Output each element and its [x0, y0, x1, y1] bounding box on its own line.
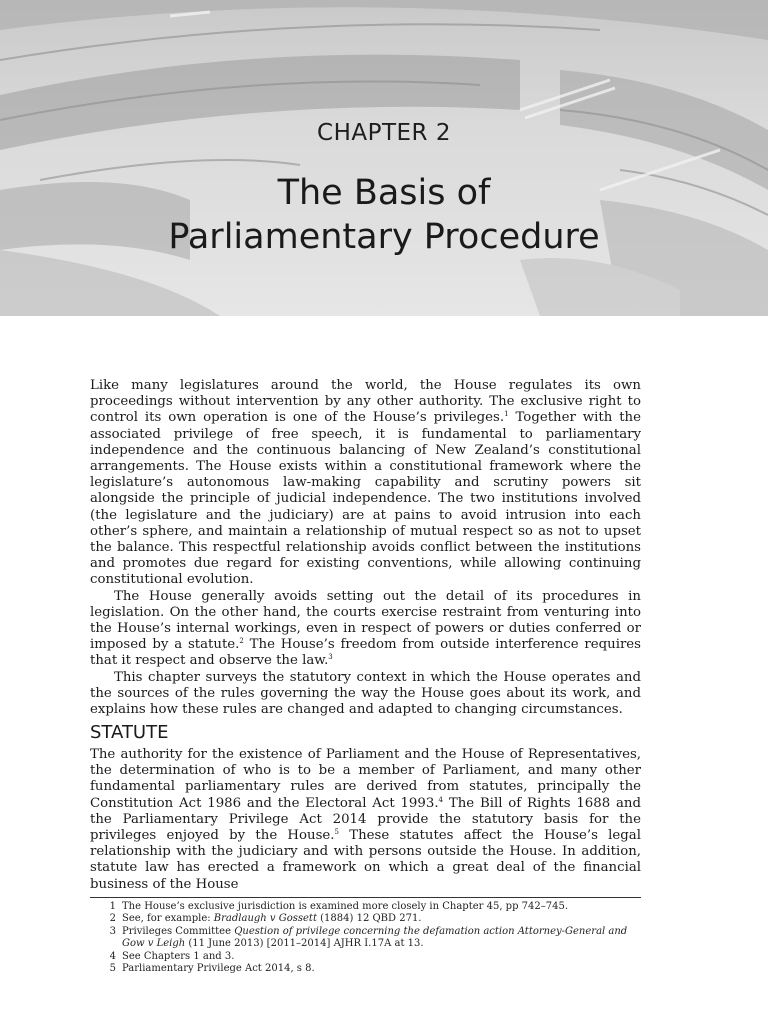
intro-paragraph-1: Like many legislatures around the world, the House regulates its own proceedings without intervention by any other authority. The exclusive right to control its own operation is one of the House’s privileges.$^1$ Together with the associated privilege of free speech, it is fundamental to parliamentary independence and the continuous balancing of New Zealand’s constitutional arrangements. The House exists within a constitutional framework where the legislature’s autonomous law-making capability and scrutiny powers sit alongside the principle of judicial independence. The two institutions involved (the legislature and the judiciary) are at pains to avoid intrusion into each other’s sphere, and maintain a relationship of mutual respect so as not to upset the balance. This respectful relationship avoids conflict between the institutions and promotes due regard for existing conventions, while allowing continuing constitutional evolution.	[90, 378, 641, 588]
footnote-ref-3[interactable]: 3	[328, 653, 333, 662]
footnote-number: 4	[109, 950, 116, 962]
chamber-photo-background	[0, 0, 768, 316]
footnote-number: 5	[109, 963, 116, 975]
intro-paragraph-2: The House generally avoids setting out the detail of its procedures in legislation. On the other hand, the courts exercise restraint from venturing into the House’s internal workings, even in respect of powers or duties conferred or imposed by a statute.$^2$ The House’s freedom from outside interference requires that it respect and observe the law.$^3$	[90, 588, 641, 669]
footnote-5	[90, 963, 641, 975]
footnote-text: Parliamentary Privilege Act 2014, s 8.	[122, 963, 315, 975]
intro-section	[90, 378, 641, 718]
intro-paragraph-3: This chapter surveys the statutory context in which the House operates and the sources of the rules governing the way the House goes about its work, and explains how these rules are changed and adapted to changing circumstances.	[90, 669, 641, 718]
footnote-number: 3	[109, 925, 116, 937]
chapter-title-line-1: The Basis of	[277, 173, 491, 213]
section-heading-statute: STATUTE	[90, 722, 169, 743]
footnote-4	[90, 951, 641, 963]
footnote-ref-5[interactable]: 5	[334, 828, 339, 837]
footnote-1	[90, 901, 641, 913]
chapter-number: CHAPTER 2	[317, 120, 451, 146]
footnote-text: The House’s exclusive jurisdiction is examined more closely in Chapter 45, pp 742–745.	[122, 901, 569, 912]
statute-section	[90, 747, 641, 893]
footnote-text: See Chapters 1 and 3.	[122, 950, 235, 962]
footnote-number: 2	[109, 913, 116, 925]
statute-paragraph-1: The authority for the existence of Parliament and the House of Representatives, the determination of who is to be a member of Parliament, and many other fundamental parliamentary rules are derived from statutes, principally the Constitution Act 1986 and the Electoral Act 1993.$^4$ The Bill of Rights 1688 and the Parliamentary Privilege Act 2014 provide the statutory basis for the privileges enjoyed by the House.$^5$ These statutes affect the House’s legal relationship with the judiciary and with persons outside the House. In addition, statute law has erected a framework on which a great deal of the financial business of the House	[90, 747, 641, 892]
footnote-2	[90, 913, 641, 925]
footnote-text: See, for example: Bradlaugh v Gossett (1884) 12 QBD 271.	[122, 913, 422, 925]
footnote-ref-1[interactable]: 1	[504, 410, 509, 419]
chapter-banner	[0, 0, 768, 316]
footnote-text: Privileges Committee Question of privilege concerning the defamation action Attorney-General and Gow v Leigh (11 June 2013) [2011–2014] AJHR I.17A at 13.	[122, 925, 628, 950]
footnote-3	[90, 926, 641, 951]
footnote-ref-4[interactable]: 4	[438, 795, 444, 804]
case-citation: Bradlaugh v Gossett	[213, 913, 317, 925]
footnotes	[90, 901, 641, 975]
chapter-title	[0, 171, 768, 259]
footnote-number: 1	[109, 901, 116, 912]
footnote-ref-2[interactable]: 2	[239, 637, 244, 646]
case-citation: Question of privilege concerning the defamation action Attorney-General and Gow v Leigh	[122, 925, 628, 950]
footnote-divider	[90, 897, 641, 898]
chapter-title-line-2: Parliamentary Procedure	[168, 217, 600, 257]
